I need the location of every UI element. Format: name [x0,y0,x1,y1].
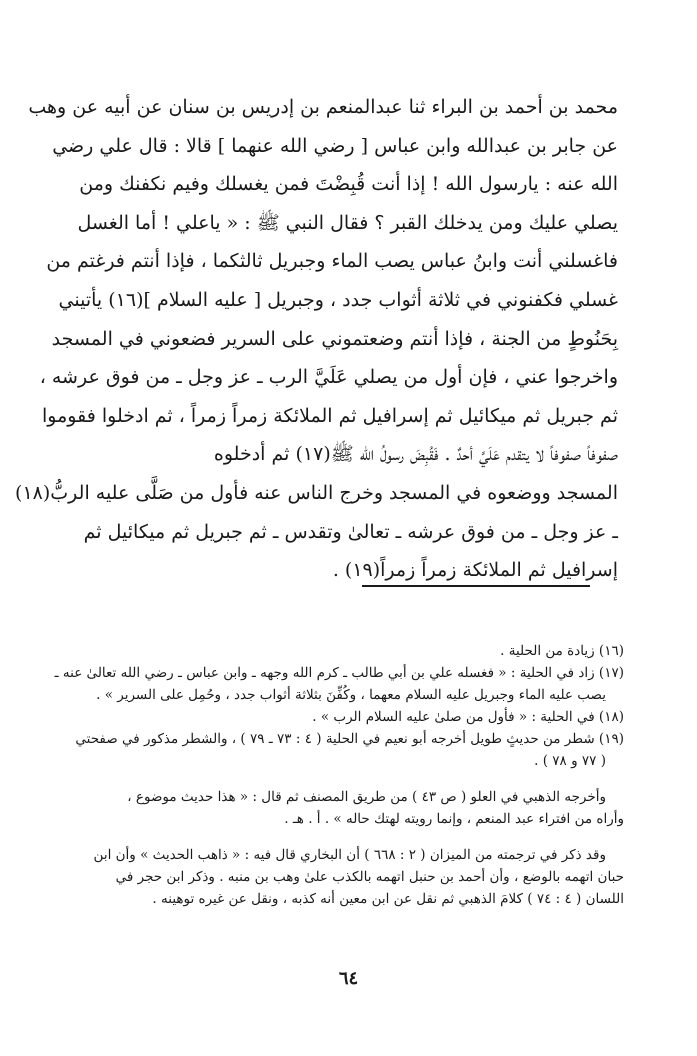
main-text-line: إسرافيل ثم الملائكة زمراً زمراً(١٩) . [332,559,618,582]
footnote-19-paragraph-line: اللسان ( ٤ : ٧٤ ) كلامَ الذهبي ثم نقل عن ابن معين أنه كذبه ، ونقل عن غيره توهينه . [152,891,624,907]
main-text-line: الله عنه : يارسول الله ! إذا أنت قُبِضْتَ فمن يغسلك وفيم نكفنك ومن [79,173,618,196]
main-text-line: ثم جبريل ثم ميكائيل ثم إسرافيل ثم الملائكة زمراً زمراً ، ثم ادخلوا فقوموا [42,404,618,427]
footnote-17-continuation: يصب عليه الماء وجبريل عليه السلام معهما ، وكُفِّنَ بثلاثة أثواب جدد ، وحُمِل على السرير » . [96,687,606,703]
main-text-line: ـ عز وجل ـ من فوق عرشه ـ تعالىٰ وتقدس ـ ثم جبريل ثم ميكائيل ثم [83,520,618,543]
footnote-19-continuation: ( ٧٧ و ٧٨ ) . [534,753,606,769]
main-text-line: محمد بن أحمد بن البراء ثنا عبدالمنعم بن إدريس بن سنان عن أبيه عن وهب [28,96,618,118]
footnote-19-paragraph-line: وأراه من افتراء عبد المنعم ، وإنما رويته لهتك حاله » . أ . هـ . [284,811,624,827]
main-text-block [15,88,618,590]
page-number: ٦٤ [338,968,359,989]
main-text-line: غسلي فكفنوني في ثلاثة أثواب جدد ، وجبريل [ عليه السلام ](١٦) يأتيني [58,288,618,311]
footnote-16: (١٦) زيادة من الحلية . [500,643,624,659]
footnote-divider [362,585,590,587]
main-text-line: المسجد ووضعوه في المسجد وخرج الناس عنه فأول من صَلَّى عليه الربُّ(١٨) [15,481,618,504]
main-text-line: عن جابر بن عبدالله وابن عباس [ رضي الله عنهما ] قالا : قال علي رضي [52,134,618,157]
footnote-19-paragraph: وقد ذكر في ترجمته من الميزان ( ٢ : ٦٦٨ ) أن البخاري قال فيه : « ذاهب الحديث » وأن ابن [93,847,606,863]
main-text-line: يصلي عليك ومن يدخلك القبر ؟ فقال النبي ﷺ : « ياعلي ! أما الغسل [77,211,618,234]
footnote-19: (١٩) شطر من حديثٍ طويل أخرجه أبو نعيم في الحلية ( ٤ : ٧٣ ـ ٧٩ ) ، والشطر مذكور في صفحتي [75,731,624,747]
main-text-line: بِحَنُوطٍ من الجنة ، فإذا أنتم وضعتموني على السرير فضعوني في المسجد [51,327,618,350]
footnote-18: (١٨) في الحلية : « فأول من صلىٰ عليه السلام الرب » . [312,709,624,725]
main-text-line: صفوفاً صفوفاً لا يتقدم عَلَيَّ أحدٌ . فَقُبِضَ رسولُ الله ﷺ(١٧) ثم أدخلوه [213,443,618,466]
footnotes-block [54,640,624,910]
main-text-line: واخرجوا عني ، فإن أول من يصلي عَلَيَّ الرب ـ عز وجل ـ من فوق عرشه ، [39,366,618,389]
footnote-17: (١٧) زاد في الحلية : « فغسله علي بن أبي طالب ـ كرم الله وجهه ـ وابن عباس ـ رضي الله تعالىٰ عنه ـ [54,665,624,681]
footnote-19-paragraph-line: حبان اتهمه بالوضع ، وأن أحمد بن حنبل اتهمه بالكذب علىٰ وهب بن منبه . وذكر ابن حجر في [115,869,624,885]
main-text-line: فاغسلني أنت وابنُ عباس يصب الماء وجبريل ثالثكما ، فإذا أنتم فرغتم من [46,250,618,273]
footnote-19-paragraph: وأخرجه الذهبي في العلو ( ص ٤٣ ) من طريق المصنف ثم قال : « هذا حديث موضوع ، [127,789,606,805]
